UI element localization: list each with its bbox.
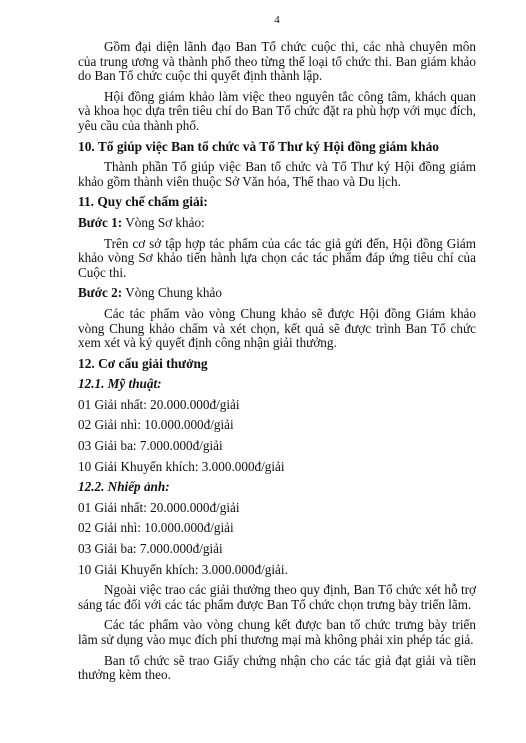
- step-1-text: Trên cơ sở tập hợp tác phẩm của các tác giả gửi đến, Hội đồng Giám khảo vòng Sơ khảo tiến hành lựa chọn các tác phẩm đáp ứng tiêu chí của Cuộc thi.: [78, 235, 476, 280]
- intro-paragraph-1: Gồm đại diện lãnh đạo Ban Tổ chức cuộc thi, các nhà chuyên môn của trung ương và thành phố theo từng thể loại tổ chức thi. Ban giám khảo do Ban Tổ chức cuộc thi quyết định thành lập.: [78, 39, 476, 84]
- closing-paragraph-3: Ban tổ chức sẽ trao Giấy chứng nhận cho các tác giả đạt giải và tiền thưởng kèm theo.: [78, 652, 476, 683]
- section-12-heading: 12. Cơ cấu giải thưởng: [78, 355, 208, 371]
- intro-paragraph-2: Hội đồng giám khảo làm việc theo nguyên tắc công tâm, khách quan và khoa học dựa trên tiêu chí do Ban Tổ chức đặt ra phù hợp với mục đích, yêu cầu của thành phố.: [78, 88, 476, 133]
- photography-prize-2: 02 Giải nhì: 10.000.000đ/giải: [78, 520, 234, 536]
- section-10-text: Thành phần Tổ giúp việc Ban tổ chức và Tổ Thư ký Hội đồng giám khảo gồm thành viên thuộc Sở Văn hóa, Thể thao và Du lịch.: [78, 159, 476, 189]
- fine-arts-prize-3: 03 Giải ba: 7.000.000đ/giải: [78, 438, 223, 454]
- photography-prize-1: 01 Giải nhất: 20.000.000đ/giải: [78, 499, 240, 515]
- fine-arts-prize-4: 10 Giải Khuyến khích: 3.000.000đ/giải: [78, 458, 285, 474]
- section-10-heading: 10. Tổ giúp việc Ban tổ chức và Tổ Thư ký Hội đồng giám khảo: [78, 138, 439, 154]
- step-1-name: Vòng Sơ khảo:: [122, 214, 205, 230]
- closing-paragraph-1: Ngoài việc trao các giải thưởng theo quy định, Ban Tổ chức xét hỗ trợ sáng tác đối với các tác phẩm được Ban Tổ chức chọn trưng bày triển lãm.: [78, 582, 476, 612]
- photography-prize-3: 03 Giải ba: 7.000.000đ/giải: [78, 541, 223, 557]
- section-11-heading: 11. Quy chế chấm giải:: [78, 194, 208, 210]
- fine-arts-prize-1: 01 Giải nhất: 20.000.000đ/giải: [78, 396, 240, 412]
- step-2-label: Bước 2:: [78, 285, 123, 301]
- step-2-text: Các tác phẩm vào vòng Chung khảo sẽ được Hội đồng Giám khảo vòng Chung khảo chấm và xét chọn, kết quả sẽ được trình Ban Tổ chức xem xét và ký quyết định công nhận giải thưởng.: [78, 305, 476, 351]
- step-2-name: Vòng Chung khảo: [122, 285, 222, 301]
- fine-arts-prize-2: 02 Giải nhì: 10.000.000đ/giải: [78, 417, 234, 433]
- step-1-line: [78, 216, 476, 231]
- page-number: 4: [274, 14, 280, 26]
- closing-paragraph-2: Các tác phẩm vào vòng chung kết được ban tổ chức trưng bày triển lãm sử dụng vào mục đích phi thương mại mà không phải xin phép tác giả.: [78, 617, 476, 647]
- fine-arts-title: 12.1. Mỹ thuật:: [78, 376, 162, 392]
- step-1-label: Bước 1:: [78, 214, 123, 230]
- photography-prize-4: 10 Giải Khuyến khích: 3.000.000đ/giải.: [78, 561, 288, 577]
- photography-title: 12.2. Nhiếp ảnh:: [78, 479, 170, 495]
- step-2-line: [78, 286, 476, 301]
